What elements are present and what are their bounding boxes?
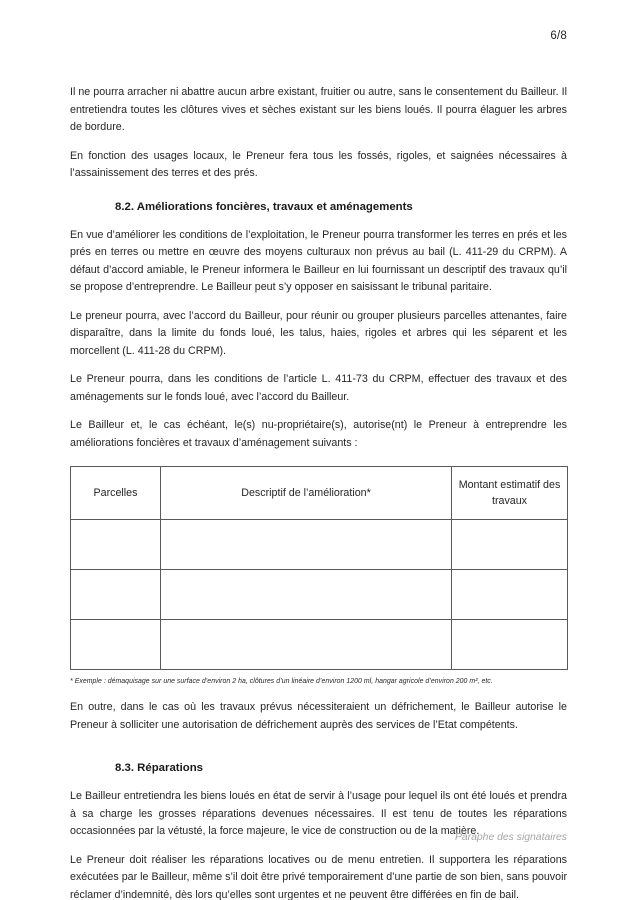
table-cell-parcelles[interactable] [71, 620, 161, 670]
page-content [70, 84, 567, 900]
page-number: 6/8 [550, 30, 567, 42]
table-header-row [71, 467, 568, 520]
paragraph-arbres-clotures: Il ne pourra arracher ni abattre aucun arbre existant, fruitier ou autre, sans le consentement du Bailleur. Il entretiendra toutes les clôtures vives et sèches existant sur les biens loués. Il pourra élaguer les arbres de bordure. [70, 86, 567, 133]
heading-section-8-3: 8.3. Réparations [115, 762, 203, 774]
table-cell-montant[interactable] [452, 520, 568, 570]
heading-section-8-2: 8.2. Améliorations foncières, travaux et aménagements [115, 200, 413, 213]
table-cell-descriptif[interactable] [161, 520, 452, 570]
table-cell-montant[interactable] [452, 620, 568, 670]
paragraph-8-2-4: Le Bailleur et, le cas échéant, le(s) nu-propriétaire(s), autorise(nt) le Preneur à entreprendre les améliorations foncières et travaux d’aménagement suivants : [70, 419, 567, 449]
paragraph-defrichement: En outre, dans le cas où les travaux prévus nécessiteraient un défrichement, le Bailleur autorise le Preneur à solliciter une autorisation de défrichement auprès des services de l’Etat compétents. [70, 701, 567, 731]
paragraph-8-2-2: Le preneur pourra, avec l’accord du Bailleur, pour réunir ou grouper plusieurs parcelles attenantes, faire disparaître, dans la limite du fonds loué, les talus, haies, rigoles et arbres qui les séparent et les morcellent (L. 411-28 du CRPM). [70, 309, 567, 357]
table-header-parcelles: Parcelles [71, 467, 161, 520]
paragraph-8-3-1: Le Bailleur entretiendra les biens loués en état de servir à l’usage pour lequel ils ont été loués et prendra à sa charge les grosses réparations devenues nécessaires. Il est tenu de toutes les réparations occasionnées par la vétusté, la force majeure, le vice de construction ou de la matière. [70, 790, 567, 837]
table-row [71, 570, 568, 620]
page-footer-paraphe: Paraphe des signataires [454, 832, 567, 843]
table-footnote: * Exemple : démaquisage sur une surface d’environ 2 ha, clôtures d’un linéaire d’environ 1200 ml, hangar agricole d’environ 200 m², etc. [70, 678, 493, 685]
table-row [71, 520, 568, 570]
paragraph-8-2-3: Le Preneur pourra, dans les conditions de l’article L. 411-73 du CRPM, effectuer des travaux et des aménagements sur le fonds loué, avec l’accord du Bailleur. [70, 373, 567, 403]
table-cell-descriptif[interactable] [161, 620, 452, 670]
table-cell-montant[interactable] [452, 570, 568, 620]
paragraph-8-3-2: Le Preneur doit réaliser les réparations locatives ou de menu entretien. Il supportera les réparations exécutées par le Bailleur, même s’il doit être privé temporairement d’une partie de son bien, sans pouvoir réclamer d’indemnité, dès lors qu’elles sont urgentes et ne peuvent être différées en fin de bail. [70, 853, 567, 900]
ameliorations-table [70, 466, 568, 670]
table-header-montant: Montant estimatif des travaux [452, 467, 568, 520]
table-cell-descriptif[interactable] [161, 570, 452, 620]
table-row [71, 620, 568, 670]
table-cell-parcelles[interactable] [71, 570, 161, 620]
table-header-descriptif: Descriptif de l’amélioration* [161, 467, 452, 520]
table-cell-parcelles[interactable] [71, 520, 161, 570]
paragraph-8-2-1: En vue d’améliorer les conditions de l’exploitation, le Preneur pourra transformer les terres en prés et les prés en terres ou mettre en œuvre des moyens culturaux non prévus au bail (L. 411-29 du CRPM). A défaut d’accord amiable, le Preneur informera le Bailleur en lui fournissant un descriptif des travaux qu’il se propose d’entreprendre. Le Bailleur peut s’y opposer en saisissant le tribunal paritaire. [70, 228, 567, 293]
paragraph-usages-locaux: En fonction des usages locaux, le Preneur fera tous les fossés, rigoles, et saignées nécessaires à l’assainissement des terres et des prés. [70, 149, 567, 179]
